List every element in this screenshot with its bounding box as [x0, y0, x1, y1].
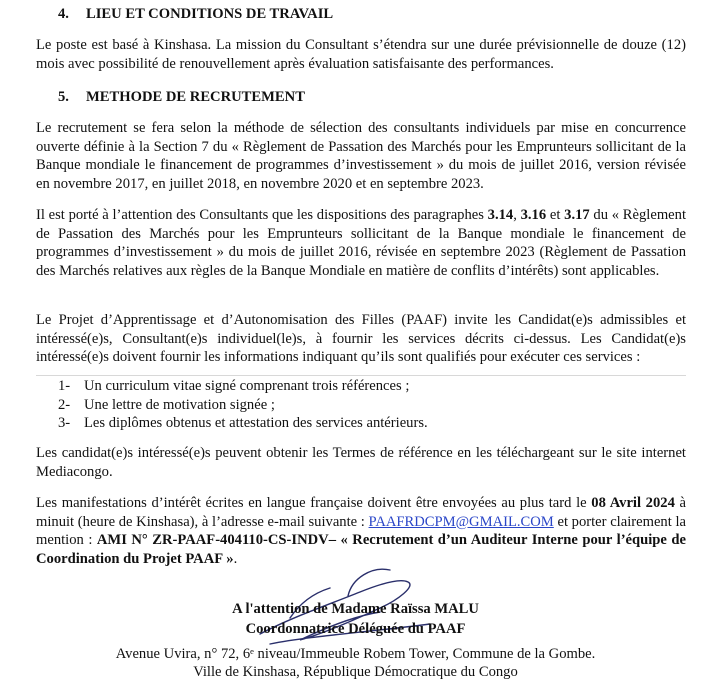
p5-text-c: et porter clairement la mention :	[36, 513, 686, 549]
signatory-title	[0, 620, 711, 639]
p2-text-a: Il est porté à l’attention des Consultants que les dispositions des paragraphes	[36, 207, 488, 223]
email-link[interactable]: PAAFRDCPM@GMAIL.COM	[368, 513, 554, 530]
list-item	[58, 414, 686, 433]
list-item	[58, 377, 686, 396]
list-item-number: 2-	[58, 396, 71, 413]
paragraph-ref-317: 3.17	[564, 207, 590, 223]
section-4-text: Le poste est basé à Kinshasa. La mission du Consultant s’étendra sur une durée prévisionnelle de douze (12) mois avec possibilité de renouvellement après évaluation satisfaisante des performances.	[36, 37, 686, 72]
list-item-text: Un curriculum vitae signé comprenant trois références ;	[84, 378, 410, 394]
address-line-2: Ville de Kinshasa, République Démocratique du Congo	[193, 664, 518, 680]
ami-mention: AMI N° ZR-PAAF-404110-CS-INDV– « Recrutement d’un Auditeur Interne pour l’équipe de Coordination du Projet PAAF »	[36, 532, 686, 567]
section-5-heading	[58, 88, 305, 107]
list-item	[58, 396, 686, 415]
signatory-name-text: A l'attention de Madame Raïssa MALU	[232, 601, 479, 617]
section-4-heading	[58, 5, 333, 24]
section-4-title: LIEU ET CONDITIONS DE TRAVAIL	[86, 6, 334, 22]
list-item-text: Une lettre de motivation signée ;	[84, 396, 275, 413]
deadline-date: 08 Avril 2024	[591, 495, 675, 511]
p5-text-a: Les manifestations d’intérêt écrites en langue française doivent être envoyées au plus tard le	[36, 495, 592, 511]
p5-end: .	[233, 550, 238, 567]
p2-text-d: et	[546, 207, 565, 223]
signatory-title-text: Coordonnatrice Déléguée du PAAF	[245, 621, 466, 637]
list-item-number: 1-	[58, 378, 71, 394]
required-documents-list	[58, 377, 686, 433]
list-item-number: 3-	[58, 415, 71, 432]
paragraph-termes-reference: Les candidat(e)s intéressé(e)s peuvent obtenir les Termes de référence en les téléchargeant sur le site internet Mediacongo.	[36, 445, 686, 480]
section-4-number: 4.	[58, 6, 69, 22]
paragraph-dispositions	[36, 206, 686, 280]
divider	[36, 375, 686, 376]
address-line-1: Avenue Uvira, n° 72, 6ᵉ niveau/Immeuble Robem Tower, Commune de la Gombe.	[115, 646, 596, 662]
paragraph-recrutement-method: Le recrutement se fera selon la méthode de sélection des consultants individuels par mise en concurrence ouverte définie à la Section 7 du « Règlement de Passation des Marchés pour les Emprunteurs sollicitant de la Banque mondiale le financement de programmes d’investissement » du mois de juillet 2016, version révisée en novembre 2017, en juillet 2018, en novembre 2020 et en septembre 2023.	[36, 120, 686, 192]
paragraph-invitation: Le Projet d’Apprentissage et d’Autonomisation des Filles (PAAF) invite les Candidat(e)s admissibles et intéressé(e)s, Consultant(e)s individuel(le)s, à fournir les services décrits ci-dessus. Les Candidat(e)s intéressé(e)s doivent fournir les informations indiquant qu’ils sont qualifiés pour exécuter ces services :	[36, 312, 686, 366]
list-item-text: Les diplômes obtenus et attestation des services antérieurs.	[84, 415, 428, 432]
paragraph-ref-316: 3.16	[520, 207, 547, 223]
section-5-number: 5.	[58, 89, 69, 105]
p2-text-e: du « Règlement de Passation des Marchés pour les Emprunteurs sollicitant de la Banque mondiale le financement de programmes d’investissement » du mois de juillet 2016, révisée en septembre 2023 (Règlement de Passation des Marchés relatives aux règles de la Banque Mondiale en matière de conflits d’intérêts) sont applicables.	[36, 207, 687, 279]
p2-text-c: ,	[513, 207, 521, 223]
signatory-name	[0, 600, 711, 619]
p5-text-b: à minuit (heure de Kinshasa), à l’adresse e-mail suivante :	[36, 495, 686, 530]
section-5-title: METHODE DE RECRUTEMENT	[86, 89, 305, 105]
paragraph-ref-314: 3.14	[487, 207, 514, 223]
